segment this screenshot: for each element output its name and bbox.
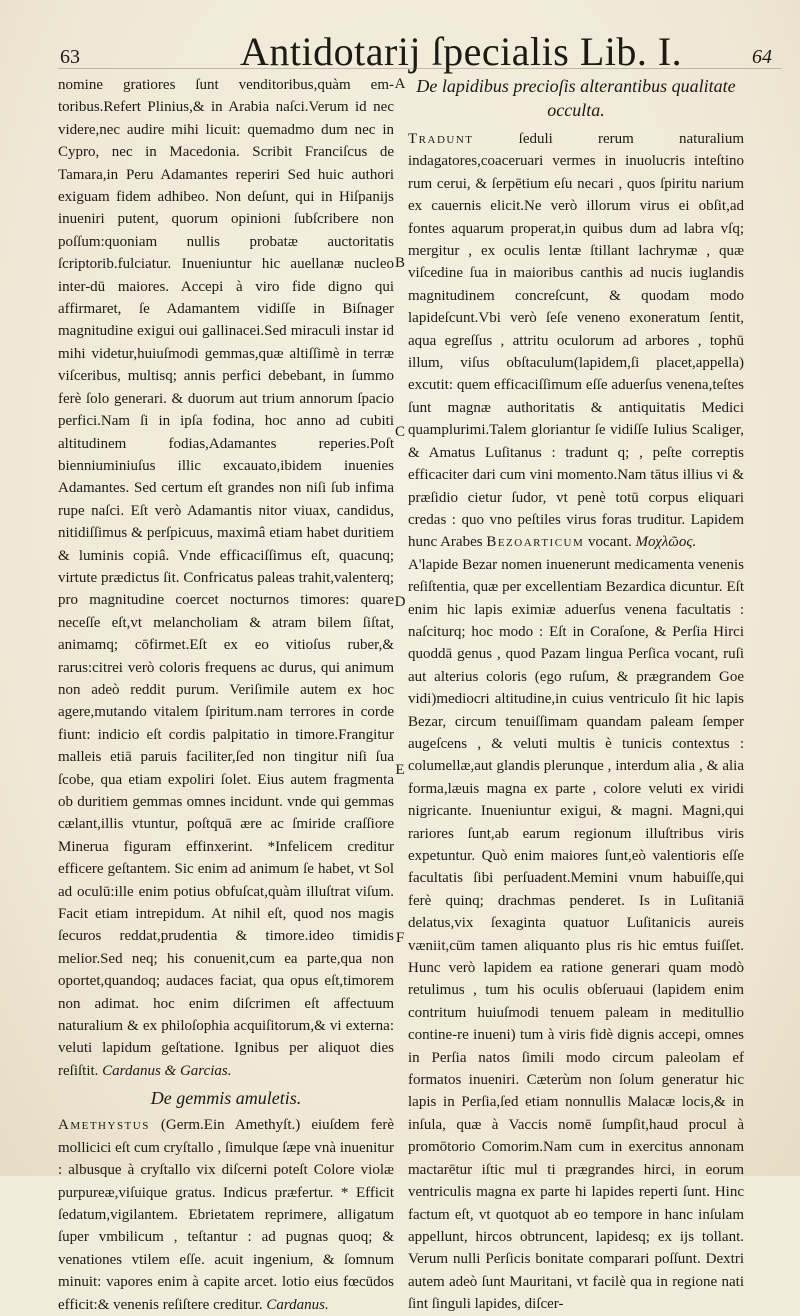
right-column: [408, 74, 744, 1316]
amethyst-paragraph: [58, 1114, 394, 1316]
adamant-citation: Cardanus & Garcias.: [102, 1062, 232, 1079]
bezoar-origin-text: ſeduli rerum naturalium indagatores,coaceruari vermes in inuolucris inteſtino rum cerui, & ſerpētium eſu necari , quos ſpiritu narium ex cauernis elicit.Ne verò illorum virus ei obſit,ad fontes aquarum properat,in quibus dum ad labra vſq; mergitur , ex oculis lentæ ſtillant lachrymæ , quæ viſcedine ſua in maioribus canthis ad nucis iuglandis magnitudinem concreſcunt, & quodam modo lapideſcunt.Vbi verò ſeſe veneno exoneratum ſentit, aqua egreſſus , attritu oculorum ad arbores , tophū illum, viſus obſtaculum(lapidem,ſi placet,appella) excutit: quem efficaciſſimum eſſe aduerſus venena,teſtes ſunt magnæ authoritatis & antiquitatis Medici quamplurimi.Talem gloriantur ſe vidiſſe Iulius Scaliger, & Amatus Luſitanus : tradunt q; , peſte correptis efficaciter dari cum vini momento.Nam tātus illius vi & præſidio cietur ſudor, vt penè totū corpus eliquari credas : quo vno peſtiles virus foras truditur. Lapidem hunc Arabes: [408, 131, 744, 551]
right-page-number: 64: [752, 46, 772, 68]
bezar-paragraph: [408, 554, 744, 1316]
bezar-text: A'lapide Bezar nomen inuenerunt medicamenta venenis reſiſtentia, quæ per excellentiam Bezardica dicuntur. Eſt enim hic lapis eximiæ aduerſus venena facultatis : naſciturq; hoc modo : Eſt in Coraſone, & Perſia Hirci quoddā genus , quod Pazam lingua Perſica vocant, ruſi aut alterius coloris (ego ruſum, & prægrandem Goe vidi)mediocri altitudine,in cuius ventriculo ſit hic lapis Bezar, circum tenuiſſimam quandam paleam ſemper augeſcens , & veluti multis è tunicis contextus : columellæ,aut glandis plerunque , interdum alia , & alia forma,læuis magna ex parte , colore veluti ex viridi nigricante. Inueniuntur exigui, & magni. Magni,qui rariores ſunt,ab earum regionum illuſtribus viris expetuntur. Quò enim maiores ſunt,eò valentioris eſſe facultatis ſibi perſuadent.Memini vnum habuiſſe,qui ferè quinq; drachmas penderet. Is in Luſitaniā delatus,vix ſexaginta quatuor Luſitanicis aureis væniit,cūm tamen aliquanto plus ris hic emtus fuiſſet. Hunc verò lapidem ea ratione generari quam modò retulimus , tum his oculis obſeruaui (lapidem enim contritum huiuſmodi tenuem paleam in meditullio contine-re inueni) tum à viris fidè dignis accepi, omnes in Perſia natos ſimili modo circum paleolam ef formatos inueniri. Cæterùm non ſolum generatur hic lapis in Perſia,ſed etiam nonnullis Malacæ locis,& in inſula, quæ à Vaccis nomē ſumpſit,haud procul à promōtorio Comorim.Nam cum in exercitus annonam mactarētur iſtic mul ti prægrandes hirci, in eorum ventriculis magna ex parte hi lapides reperti ſunt. Hinc factum eſt, vt quotquot ab eo tempore in hanc inſulam appellunt, hircos obtruncent, lapidesq; ex ijs tollant. Verum nulli Perſicis bonitate comparari poſſunt. Dextri autem adeò ſunt Mauritani, vt facilè qua in regione nati ſint ſinguli lapides, diſcer-: [408, 556, 744, 1313]
bezoarticum-term: Bezoarticum: [486, 534, 585, 551]
running-title-part1: Antidotarij: [240, 29, 422, 74]
page-header: [0, 8, 800, 74]
amethyst-text: (Germ.Ein Amethyſt.) eiuſdem ferè mollicici eſt cum cryſtallo , ſimulque ſæpe vnà inuenitur : albusque à cryſtallo vix diſcerni poteſt Colore violæ purpureæ,viſuique gratus. Indicus præfertur. * Efficit ſedatum,vigilantem. Ebrietatem reprimere, alligatum ſuper vmbilicum , teſtantur : ad pugnas quoq; & venationes vtilem eſſe. acuit ingenium, & ſomnum minuit: vapores enim à capite arcet. lotio eius fœcūdos efficit:& venenis reſiſtere creditur.: [58, 1117, 394, 1313]
left-column: [58, 74, 394, 1316]
margin-marker-e: E: [395, 762, 405, 778]
greek-term: Μοχλῶος.: [635, 534, 697, 551]
adamant-text: nomine gratiores ſunt venditoribus,quàm em-toribus.Refert Plinius,& in Arabia naſci.Verum id nec videre,nec audire mihi licuit: quemadmo dum nec in Cypro, nec in Macedonia. Scribit Franciſcus de Tamara,in Peru Adamantes reperiri Sed huic authori exiguam fidem adhibeo. Non deſunt, qui in Hiſpanijs inueniri putent, quorum opinioni ſubſcribere non poſſum:quoniam nullis probatæ auctoritatis ſcriptorib.fulciatur. Inueniuntur hic auellanæ nucleo inter-dū maiores. Accepi à viro fide digno qui affirmaret, ſe Adamantem vidiſſe in Biſnager magnitudine exigui oui gallinacei.Sed miraculi instar id mihi videtur,huiuſmodi gemmas,quæ altiſſimè in terræ viſceribus, multisq; annis perfici debebant, in ſummo ferè ſolo generari. & duorum aut trium annorum ſpacio perfici.Nam ſi in ipſa fodina, hoc anno ad cubiti altitudinem fodias,Adamantes reperies.Poſt bienniuminiuſus illic excauato,ibidem inuenies Adamantes. Sed certum eſt grandes non niſi ſub infima rupe naſci. Eſt verò Adamantis nitor viuax, candidus, nitidiſſimus & perſpicuus, maximâ etiam habet duritiem & luminis copiâ. Vnde efficaciſſimus eſt, quacunq; virtute prædictus ſit. Confricatus paleas trahit,valenterq; pro magnitudine coercet nocturnos timores: quare neceſſe eſt,vt melancholiam & atram bilem ſiſtat, animamq; cōfirmet.Eſt ex eo vitioſus ruber,& rarus:citrei verò coloris frequens ac durus, qui animum non adeò reddit purum. Veriſimile autem ex hoc agere,mutando vitalem ſpiritum.nam terrores in corde fiunt: indicio eſt cordis palpitatio in timore.Frangitur malleis etiā paruis faciliter,ſed non tingitur niſi ſua ſcobe, qua etiam expoliri ſolet. Eius autem fragmenta ob duritiem gemmas omnes incidunt. vnde qui gemmas cælant,illis vtuntur, poſtquā ære ac ſmiride craſſiore Mineruа figuram effinxerint. *Infelicem creditur efficere geſtantem. Sic enim ad animum ſe habet, vt Sol ad oculū:ille enim potius obfuſcat,quàm illuſtrat viſum. Facit etiam intrepidum. At nihil eſt, quod nos magis ſecuros reddat,prudentia & timore.ideo timidis melior.Sed neq; his conuenit,cum ea parte,qua non oportet,quandoq; audaces faciat, qua opus eſt,timorem non adimat. hoc enim diſcrimen eſt affectuum naturalium & ex philoſophia acquiſitorum,& vi externa: veluti lapidum geſtatione. Ignibus per aliquot dies reſiſtit.: [58, 77, 394, 1079]
margin-marker-c: C: [394, 424, 405, 440]
left-page-number: 63: [60, 46, 80, 68]
bezoar-origin-paragraph: [408, 128, 744, 554]
running-title-part2: ſpecialis Lib. I.: [421, 29, 683, 74]
amethyst-lead-word: Amethystus: [58, 1117, 150, 1134]
precious-stones-heading: De lapidibus precioſis alterantibus qualitate occulta.: [416, 76, 736, 120]
amethyst-citation: Cardanus.: [266, 1296, 329, 1313]
amulet-gems-heading: De gemmis amuletis.: [150, 1088, 302, 1109]
header-rule: [58, 68, 782, 69]
adamant-paragraph: [58, 74, 394, 1082]
margin-marker-a: A: [394, 76, 406, 92]
tradunt-lead-word: Tradunt: [408, 131, 474, 147]
margin-marker-f: F: [395, 930, 405, 946]
margin-marker-d: D: [394, 594, 406, 610]
bezoar-origin-end: vocant.: [584, 534, 632, 551]
margin-marker-b: B: [394, 255, 405, 271]
